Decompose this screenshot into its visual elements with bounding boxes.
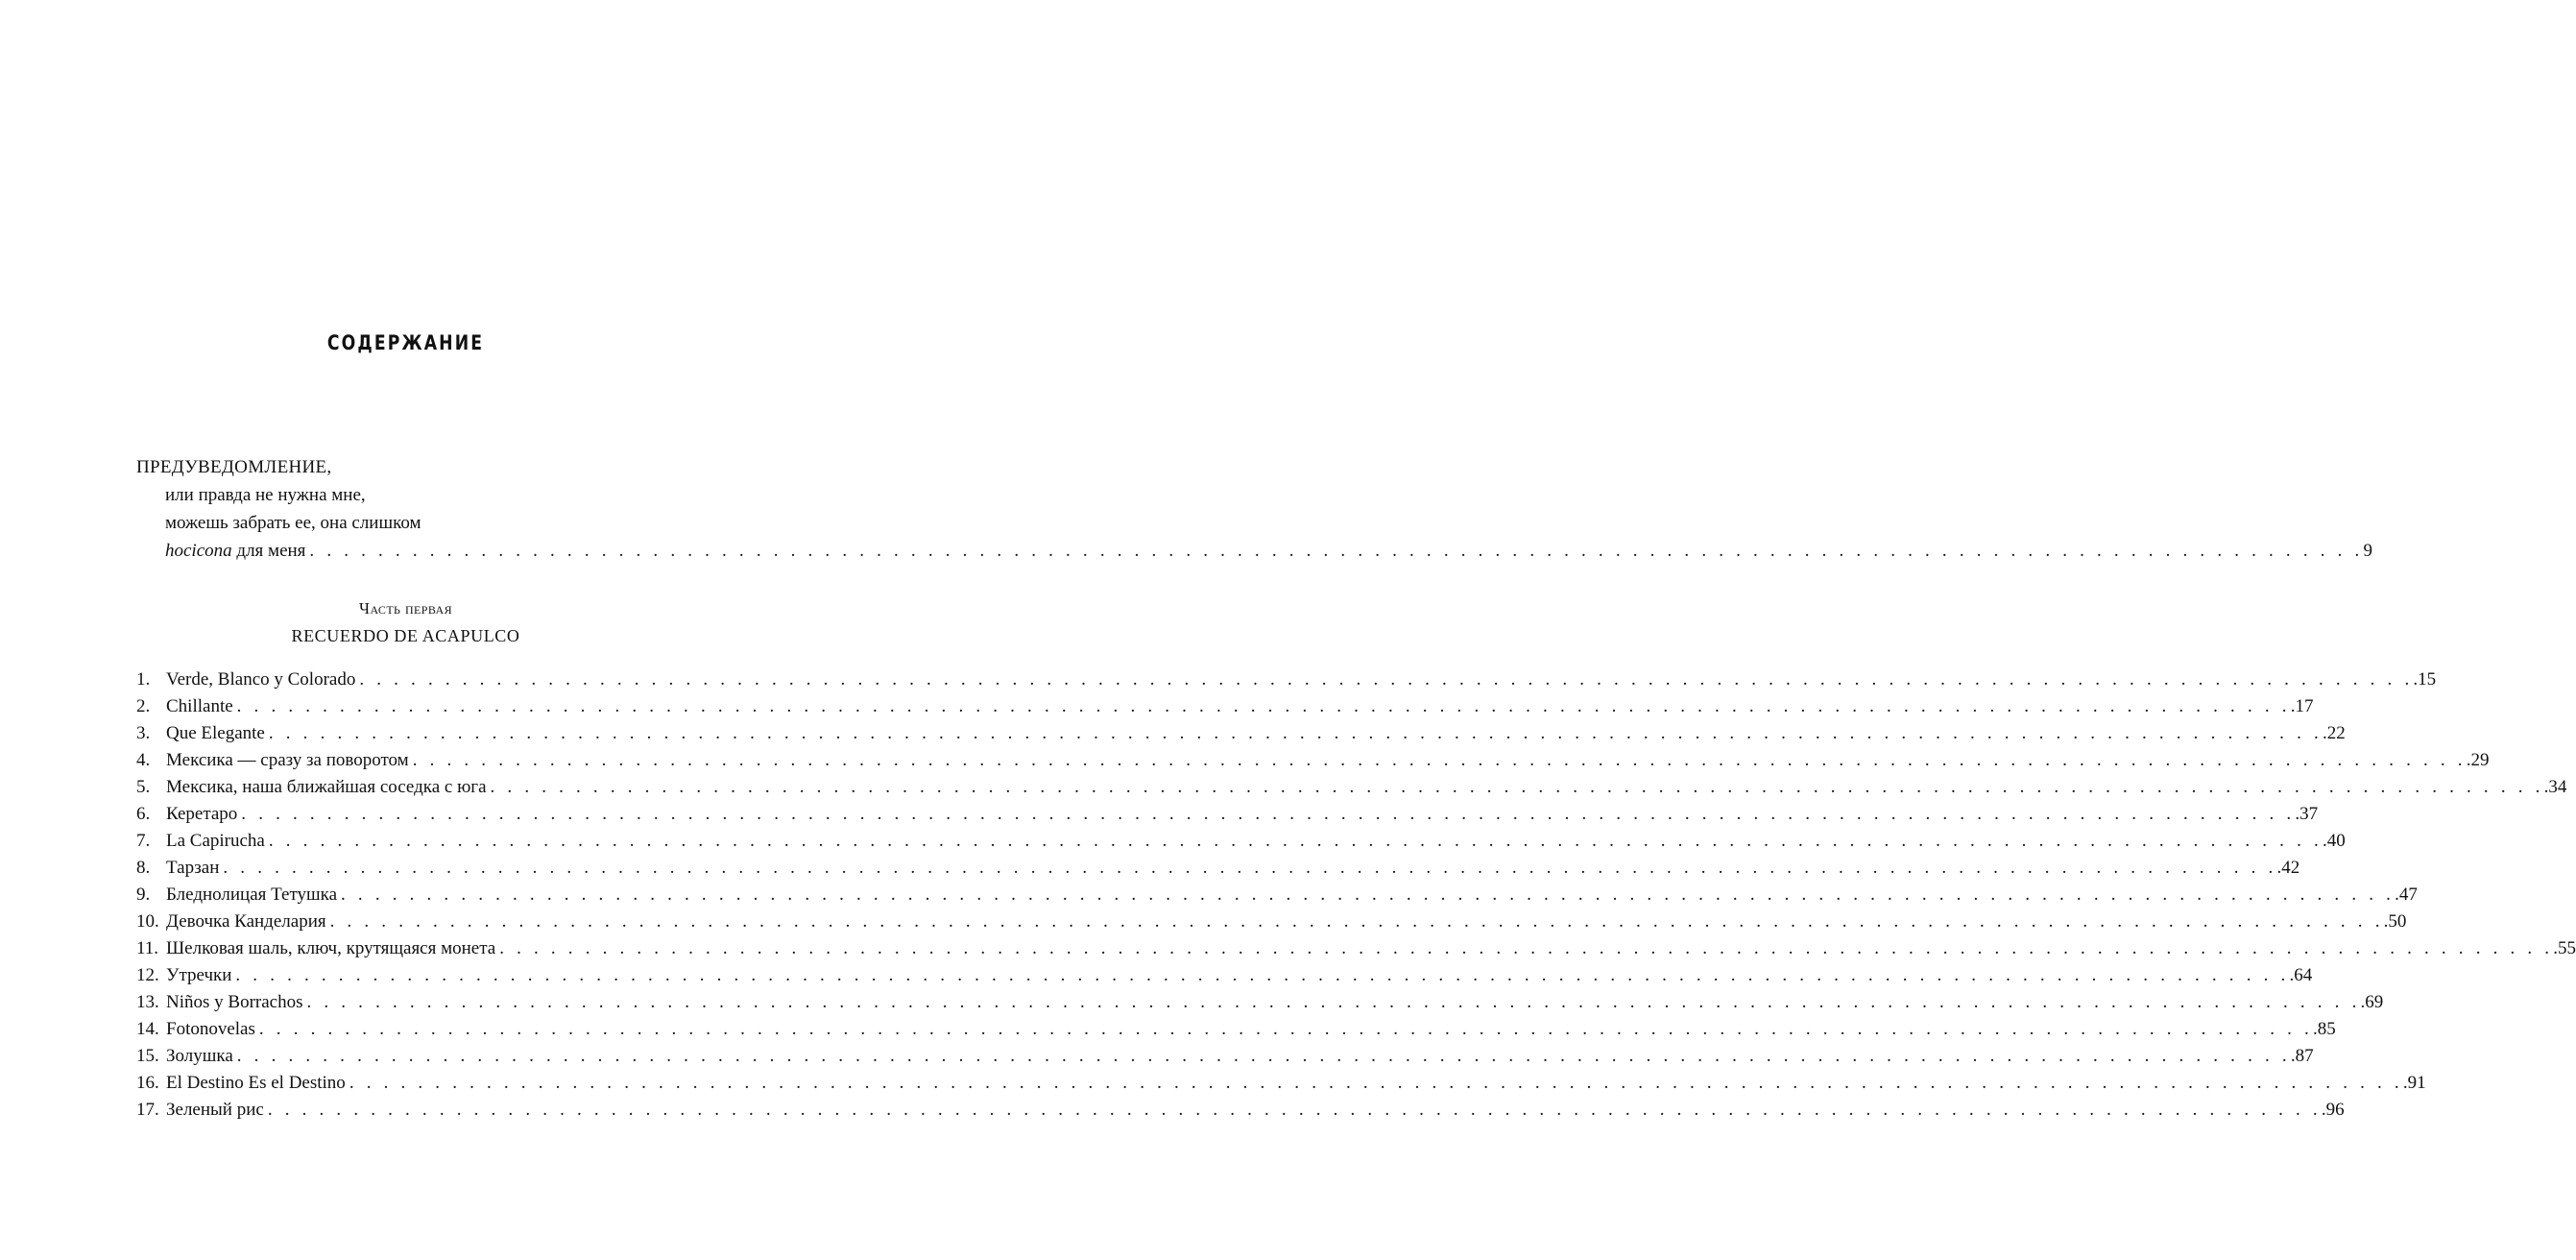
- chapter-page-number: .87: [2290, 1046, 2314, 1066]
- chapter-title: Fotonovelas: [166, 1019, 255, 1039]
- chapter-number: 3.: [136, 723, 151, 743]
- dot-leader: . . . . . . . . . . . . . . . . . . . . . . . . . . . . . . . . . . . . . . . . . . . . . . . . . . . . . . . . . . . . . . . . . . . . . . . . . . . . . . . . . . . . . . . . . . . . . . . . . . . . . . . . . . . . . . . . . . . . . . . .: [235, 965, 2290, 985]
- chapter-entry[interactable]: [136, 747, 2490, 774]
- dot-leader: . . . . . . . . . . . . . . . . . . . . . . . . . . . . . . . . . . . . . . . . . . . . . . . . . . . . . . . . . . . . . . . . . . . . . . . . . . . . . . . . . . . . . . . . . . . . . . . . . . . . . . . . . . . . . . . . . . . . . . . .: [223, 858, 2277, 878]
- chapter-title: Шелковая шаль, ключ, крутящаяся монета: [166, 938, 496, 958]
- chapter-entry[interactable]: [136, 1097, 2345, 1124]
- chapter-title: Золушка: [166, 1046, 233, 1066]
- chapter-title: Керетаро: [166, 804, 238, 824]
- preface-title: ПРЕДУВЕДОМЛЕНИЕ,: [136, 457, 332, 477]
- chapter-entry[interactable]: [136, 935, 2576, 962]
- chapter-page-number: .64: [2289, 965, 2313, 985]
- chapter-title: Que Elegante: [166, 723, 265, 743]
- chapter-entry[interactable]: [136, 801, 2319, 828]
- chapter-page-number: .55: [2553, 938, 2576, 958]
- dot-leader: . . . . . . . . . . . . . . . . . . . . . . . . . . . . . . . . . . . . . . . . . . . . . . . . . . . . . . . . . . . . . . . . . . . . . . . . . . . . . . . . . . . . . . . . . . . . . . . . . . . . . . . . . . . . . . . . . . . . . . . .: [236, 1046, 2291, 1066]
- chapter-entry[interactable]: [136, 693, 2314, 720]
- dot-leader: . . . . . . . . . . . . . . . . . . . . . . . . . . . . . . . . . . . . . . . . . . . . . . . . . . . . . . . . . . . . . . . . . . . . . . . . . . . . . . . . . . . . . . . . . . . . . . . . . . . . . . . . . . . . . . . . . . . . . . . .: [258, 1019, 2313, 1039]
- dot-leader: . . . . . . . . . . . . . . . . . . . . . . . . . . . . . . . . . . . . . . . . . . . . . . . . . . . . . . . . . . . . . . . . . . . . . . . . . . . . . . . . . . . . . . . . . . . . . . . . . . . . . . . . . . . . . . . . . . . . . . . .: [412, 750, 2467, 770]
- chapter-number: 7.: [136, 831, 151, 851]
- preface-entry[interactable]: [136, 453, 2372, 565]
- chapter-number: 6.: [136, 804, 151, 824]
- dot-leader: . . . . . . . . . . . . . . . . . . . . . . . . . . . . . . . . . . . . . . . . . . . . . . . . . . . . . . . . . . . . . . . . . . . . . . . . . . . . . . . . . . . . . . . . . . . . . . . . . . . . . . . . . . . . . . . . . . . . . . . .: [241, 804, 2296, 824]
- chapter-page-number: .22: [2322, 723, 2346, 743]
- preface-subtitle-line-3: [136, 537, 2372, 565]
- chapter-page-number: .69: [2360, 992, 2384, 1012]
- chapter-entry[interactable]: [136, 774, 2567, 801]
- preface-subtitle-rest: для меня: [231, 541, 306, 561]
- chapter-number: 2.: [136, 696, 151, 716]
- chapter-entry[interactable]: [136, 962, 2313, 989]
- dot-leader: . . . . . . . . . . . . . . . . . . . . . . . . . . . . . . . . . . . . . . . . . . . . . . . . . . . . . . . . . . . . . . . . . . . . . . . . . . . . . . . . . . . . . . . . . . . . . . . . . . . . . . . . . . . . . . . . . . . . . . . .: [268, 723, 2323, 743]
- dot-leader: . . . . . . . . . . . . . . . . . . . . . . . . . . . . . . . . . . . . . . . . . . . . . . . . . . . . . . . . . . . . . . . . . . . . . . . . . . . . . . . . . . . . . . . . . . . . . . . . . . . . . . . . . . . . . . . . . . . . . . . .: [306, 992, 2361, 1012]
- chapter-number: 13.: [136, 992, 159, 1012]
- chapter-page-number: .37: [2295, 804, 2319, 824]
- chapter-title: Мексика, наша ближайшая соседка с юга: [166, 777, 487, 797]
- chapter-page-number: .50: [2383, 911, 2407, 932]
- chapter-title: La Capirucha: [166, 831, 265, 851]
- chapter-number: 15.: [136, 1046, 159, 1066]
- dot-leader: . . . . . . . . . . . . . . . . . . . . . . . . . . . . . . . . . . . . . . . . . . . . . . . . . . . . . . . . . . . . . . . . . . . . . . . . . . . . . . . . . . . . . . . . . . . . . . . . . . . . . . . . . . . . . . . . . . . . . . . .: [267, 1100, 2322, 1120]
- chapter-entry[interactable]: [136, 828, 2346, 855]
- chapter-entry[interactable]: [136, 666, 2437, 693]
- chapter-page-number: .85: [2312, 1019, 2336, 1039]
- dot-leader: . . . . . . . . . . . . . . . . . . . . . . . . . . . . . . . . . . . . . . . . . . . . . . . . . . . . . . . . . . . . . . . . . . . . . . . . . . . . . . . . . . . . . . . . . . . . . . . . . . . . . . . . . . . . . . . . . . . . . . . .: [499, 938, 2554, 958]
- dot-leader: . . . . . . . . . . . . . . . . . . . . . . . . . . . . . . . . . . . . . . . . . . . . . . . . . . . . . . . . . . . . . . . . . . . . . . . . . . . . . . . . . . . . . . . . . . . . . . . . . . . . . . . . . . . . . . . . . . . . . . . .: [349, 1073, 2403, 1093]
- chapter-number: 9.: [136, 884, 151, 905]
- chapter-page-number: .34: [2543, 777, 2567, 797]
- chapter-list: [136, 666, 2576, 1124]
- dot-leader: . . . . . . . . . . . . . . . . . . . . . . . . . . . . . . . . . . . . . . . . . . . . . . . . . . . . . . . . . . . . . . . . . . . . . . . . . . . . . . . . . . . . . . . . . . . . . . . . . . . . . . . . . . . . . . . . . . . . . . . .: [341, 884, 2395, 905]
- dot-leader: . . . . . . . . . . . . . . . . . . . . . . . . . . . . . . . . . . . . . . . . . . . . . . . . . . . . . . . . . . . . . . . . . . . . . . . . . . . . . . . . . . . . . . . . . . . . . . . . . . . . . . . . . . . . . . . . . . . . . . . .: [359, 669, 2414, 690]
- chapter-number: 4.: [136, 750, 151, 770]
- chapter-page-number: .17: [2290, 696, 2314, 716]
- chapter-entry[interactable]: [136, 882, 2418, 909]
- preface-subtitle-end: [165, 537, 305, 565]
- chapter-entry[interactable]: [136, 855, 2300, 882]
- chapter-number: 12.: [136, 965, 159, 985]
- dot-leader: . . . . . . . . . . . . . . . . . . . . . . . . . . . . . . . . . . . . . . . . . . . . . . . . . . . . . . . . . . . . . . . . . . . . . . . . . . . . . . . . . . . . . . . . . . . . . . . . . . . . . . . . . . . . . . . . . . . . . . . .: [236, 696, 2291, 716]
- chapter-title: Мексика — сразу за поворотом: [166, 750, 409, 770]
- preface-subtitle-line-1: или правда не нужна мне,: [165, 485, 366, 505]
- chapter-entry[interactable]: [136, 720, 2346, 747]
- chapter-number: 5.: [136, 777, 151, 797]
- chapter-number: 8.: [136, 858, 151, 878]
- chapter-title: Chillante: [166, 696, 233, 716]
- chapter-page-number: .96: [2321, 1100, 2345, 1120]
- dot-leader: . . . . . . . . . . . . . . . . . . . . . . . . . . . . . . . . . . . . . . . . . . . . . . . . . . . . . . . . . . . . . . . . . . . . . . . . . . . . . . . . . . . . . . . . . . . . . . . . . . . . . . . . . . . . . . . . . . . . . . . .: [490, 777, 2544, 797]
- chapter-page-number: .29: [2466, 750, 2490, 770]
- chapter-title: Тарзан: [166, 858, 220, 878]
- chapter-entry[interactable]: [136, 1070, 2426, 1097]
- dot-leader: . . . . . . . . . . . . . . . . . . . . . . . . . . . . . . . . . . . . . . . . . . . . . . . . . . . . . . . . . . . . . . . . . . . . . . . . . . . . . . . . . . . . . . . . . . . . . . . . . . . . . . . . . . . . . . . . . . . . . . . .: [268, 831, 2323, 851]
- page-title: СОДЕРЖАНИЕ: [326, 331, 485, 354]
- chapter-page-number: .40: [2322, 831, 2346, 851]
- preface-subtitle-line-2: можешь забрать ее, она слишком: [165, 513, 421, 533]
- chapter-number: 1.: [136, 669, 151, 690]
- chapter-page-number: .91: [2402, 1073, 2426, 1093]
- chapter-title: Зеленый рис: [166, 1100, 264, 1120]
- chapter-title: El Destino Es el Destino: [166, 1073, 346, 1093]
- chapter-entry[interactable]: [136, 909, 2407, 935]
- chapter-title: Утречки: [166, 965, 232, 985]
- chapter-number: 14.: [136, 1019, 159, 1039]
- dot-leader: . . . . . . . . . . . . . . . . . . . . . . . . . . . . . . . . . . . . . . . . . . . . . . . . . . . . . . . . . . . . . . . . . . . . . . . . . . . . . . . . . . . . . . . . . . . . . . . . . . . . . . . . . . . . . . . . . . . . . . . .: [329, 911, 2384, 932]
- chapter-title: Niños y Borrachos: [166, 992, 303, 1012]
- chapter-number: 16.: [136, 1073, 159, 1093]
- chapter-entry[interactable]: [136, 1016, 2336, 1043]
- part-label: Часть первая: [359, 599, 452, 618]
- chapter-number: 10.: [136, 911, 159, 932]
- chapter-number: 17.: [136, 1100, 159, 1120]
- preface-italic-word: hocicona: [165, 541, 232, 561]
- chapter-title: Бледнолицая Тетушка: [166, 884, 338, 905]
- dot-leader: . . . . . . . . . . . . . . . . . . . . . . . . . . . . . . . . . . . . . . . . . . . . . . . . . . . . . . . . . . . . . . . . . . . . . . . . . . . . . . . . . . . . . . . . . . . . . . . . . . . . . . . . . . . . . . . . . . . . . . . .: [309, 541, 2364, 561]
- chapter-page-number: .42: [2276, 858, 2300, 878]
- preface-page-number: 9: [2363, 541, 2372, 561]
- chapter-entry[interactable]: [136, 989, 2384, 1016]
- chapter-title: Verde, Blanco y Colorado: [166, 669, 356, 690]
- chapter-title: Девочка Канделария: [166, 911, 326, 932]
- chapter-page-number: .47: [2395, 884, 2418, 905]
- part-title: RECUERDO DE ACAPULCO: [291, 626, 520, 645]
- chapter-number: 11.: [136, 938, 159, 958]
- chapter-entry[interactable]: [136, 1043, 2314, 1070]
- chapter-page-number: .15: [2413, 669, 2437, 690]
